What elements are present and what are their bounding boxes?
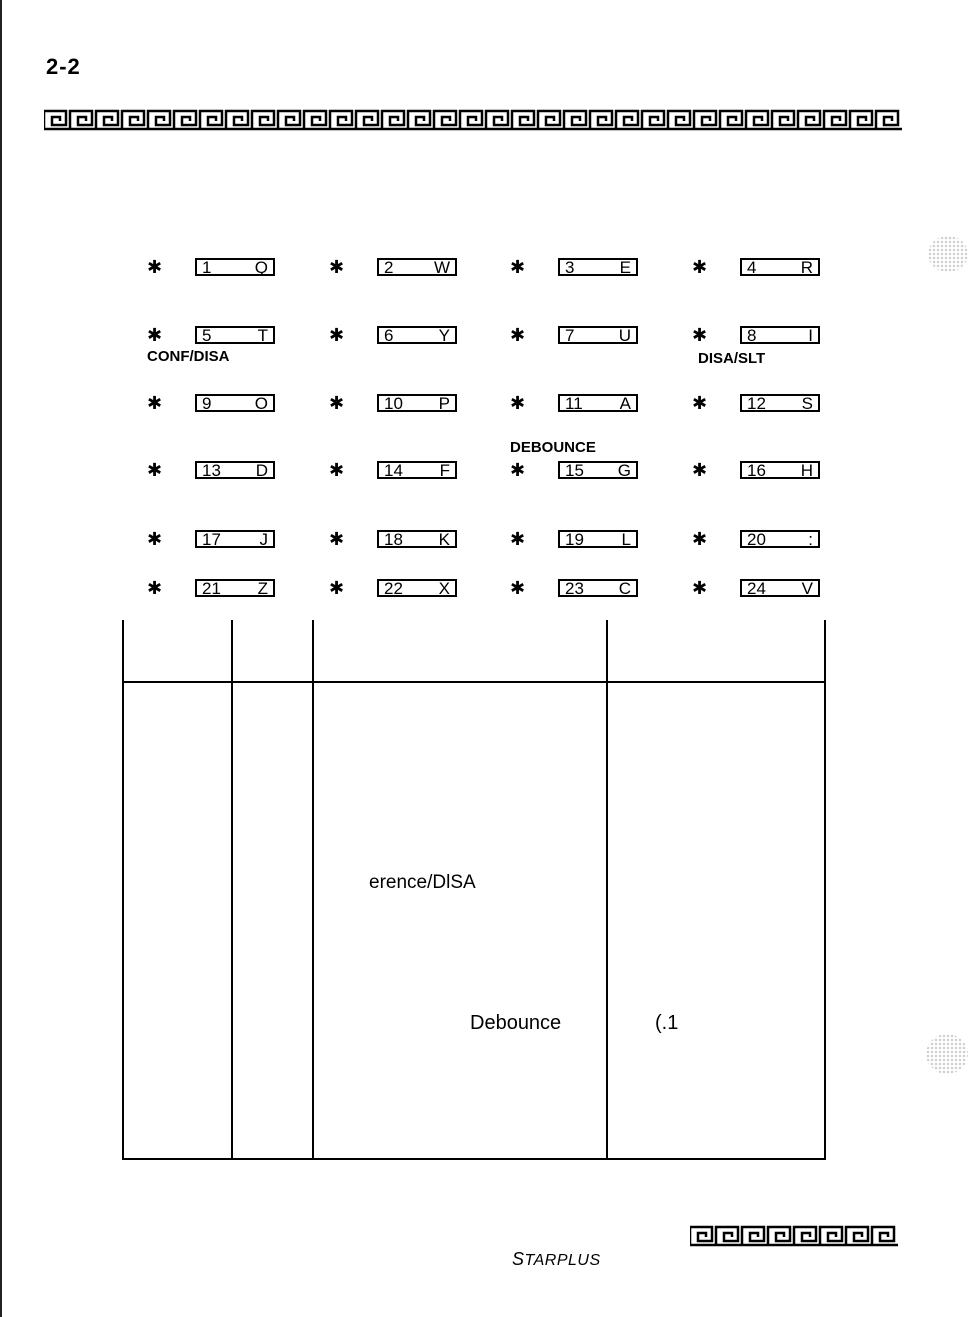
key-letter: S bbox=[801, 394, 813, 413]
feature-key-24 bbox=[692, 579, 842, 601]
key-letter: Q bbox=[254, 258, 268, 277]
feature-key-2 bbox=[329, 258, 479, 280]
star-icon: ✱ bbox=[692, 578, 708, 599]
key-letter: O bbox=[254, 394, 268, 413]
key-box bbox=[740, 258, 820, 276]
key-number: 19 bbox=[565, 530, 584, 549]
key-number: 15 bbox=[565, 461, 584, 480]
key-letter: I bbox=[808, 326, 813, 345]
star-icon: ✱ bbox=[510, 393, 526, 414]
feature-key-3 bbox=[510, 258, 660, 280]
feature-key-grid bbox=[0, 0, 980, 620]
feature-key-22 bbox=[329, 579, 479, 601]
table-text-time-value: (.1 bbox=[655, 1012, 679, 1034]
key-letter: R bbox=[800, 258, 813, 277]
star-icon: ✱ bbox=[510, 460, 526, 481]
key-number: 7 bbox=[565, 326, 575, 345]
key-number: 14 bbox=[384, 461, 403, 480]
star-icon: ✱ bbox=[329, 393, 345, 414]
star-icon: ✱ bbox=[329, 578, 345, 599]
key-letter: E bbox=[619, 258, 631, 277]
footer-brand-rest: TARPLUS bbox=[524, 1252, 601, 1269]
star-icon: ✱ bbox=[147, 460, 163, 481]
star-icon: ✱ bbox=[147, 325, 163, 346]
disa-slt-label: DISA/SLT bbox=[698, 350, 766, 367]
key-number: 24 bbox=[747, 579, 766, 598]
key-letter: F bbox=[439, 461, 450, 480]
key-number: 11 bbox=[565, 394, 583, 413]
table-column-rule bbox=[312, 620, 314, 1160]
key-box bbox=[377, 530, 457, 548]
key-letter: : bbox=[808, 530, 813, 549]
table-column-rule bbox=[606, 620, 608, 1160]
key-number: 23 bbox=[565, 579, 584, 598]
key-box bbox=[195, 394, 275, 412]
star-icon: ✱ bbox=[329, 460, 345, 481]
feature-key-17 bbox=[147, 530, 297, 552]
star-icon: ✱ bbox=[147, 529, 163, 550]
key-number: 3 bbox=[565, 258, 575, 277]
key-letter: Y bbox=[438, 326, 450, 345]
star-icon: ✱ bbox=[329, 257, 345, 278]
page-number: 2-2 bbox=[46, 54, 81, 79]
key-box bbox=[195, 579, 275, 597]
key-box bbox=[740, 530, 820, 548]
star-icon: ✱ bbox=[510, 529, 526, 550]
key-box bbox=[740, 326, 820, 344]
key-box bbox=[195, 326, 275, 344]
key-box bbox=[740, 394, 820, 412]
scan-speckle bbox=[926, 1034, 968, 1074]
feature-key-9 bbox=[147, 394, 297, 416]
feature-key-20 bbox=[692, 530, 842, 552]
key-box bbox=[558, 530, 638, 548]
key-number: 21 bbox=[202, 579, 221, 598]
key-letter: W bbox=[433, 258, 450, 277]
key-box bbox=[558, 326, 638, 344]
key-letter: X bbox=[438, 579, 450, 598]
feature-key-4 bbox=[692, 258, 842, 280]
feature-key-11 bbox=[510, 394, 660, 416]
key-number: 4 bbox=[747, 258, 757, 277]
star-icon: ✱ bbox=[692, 325, 708, 346]
star-icon: ✱ bbox=[692, 460, 708, 481]
key-number: 13 bbox=[202, 461, 221, 480]
feature-key-23 bbox=[510, 579, 660, 601]
table-border-bottom bbox=[122, 1158, 826, 1160]
key-box bbox=[377, 258, 457, 276]
table-border-left bbox=[122, 620, 124, 1160]
star-icon: ✱ bbox=[510, 325, 526, 346]
feature-key-15 bbox=[510, 461, 660, 483]
feature-key-8 bbox=[692, 326, 842, 348]
key-box bbox=[740, 461, 820, 479]
key-letter: G bbox=[617, 461, 631, 480]
star-icon: ✱ bbox=[147, 578, 163, 599]
key-number: 18 bbox=[384, 530, 403, 549]
feature-key-21 bbox=[147, 579, 297, 601]
feature-key-19 bbox=[510, 530, 660, 552]
key-number: 12 bbox=[747, 394, 766, 413]
key-letter: P bbox=[438, 394, 450, 413]
feature-key-16 bbox=[692, 461, 842, 483]
key-letter: L bbox=[621, 530, 631, 549]
key-letter: T bbox=[257, 326, 268, 345]
debounce-label: DEBOUNCE bbox=[510, 439, 596, 456]
star-icon: ✱ bbox=[147, 393, 163, 414]
feature-key-10 bbox=[329, 394, 479, 416]
key-number: 1 bbox=[202, 258, 212, 277]
feature-key-18 bbox=[329, 530, 479, 552]
meander-unit bbox=[716, 1227, 742, 1245]
star-icon: ✱ bbox=[692, 393, 708, 414]
key-number: 16 bbox=[747, 461, 766, 480]
footer-brand-initial: S bbox=[512, 1249, 525, 1269]
greek-key-border-bottom bbox=[690, 1224, 916, 1248]
key-box bbox=[558, 461, 638, 479]
scan-speckle bbox=[928, 236, 968, 272]
key-box bbox=[195, 258, 275, 276]
star-icon: ✱ bbox=[147, 257, 163, 278]
table-header-rule bbox=[122, 681, 826, 683]
table-text-conference-disa: erence/DlSA bbox=[369, 872, 476, 893]
key-letter: C bbox=[618, 579, 631, 598]
meander-unit bbox=[872, 1227, 898, 1245]
key-box bbox=[377, 461, 457, 479]
key-number: 22 bbox=[384, 579, 403, 598]
key-number: 9 bbox=[202, 394, 212, 413]
feature-key-5 bbox=[147, 326, 297, 348]
feature-key-12 bbox=[692, 394, 842, 416]
footer-brand bbox=[512, 1249, 601, 1270]
key-letter: J bbox=[259, 530, 268, 549]
star-icon: ✱ bbox=[692, 257, 708, 278]
star-icon: ✱ bbox=[510, 578, 526, 599]
key-box bbox=[377, 326, 457, 344]
key-number: 6 bbox=[384, 326, 394, 345]
key-letter: A bbox=[619, 394, 631, 413]
table-text-debounce: Debounce bbox=[470, 1012, 562, 1034]
key-box bbox=[558, 258, 638, 276]
star-icon: ✱ bbox=[329, 325, 345, 346]
key-box bbox=[377, 579, 457, 597]
feature-key-13 bbox=[147, 461, 297, 483]
key-box bbox=[558, 579, 638, 597]
feature-key-6 bbox=[329, 326, 479, 348]
key-number: 20 bbox=[747, 530, 766, 549]
table-column-rule bbox=[231, 620, 233, 1160]
meander-unit bbox=[742, 1227, 768, 1245]
star-icon: ✱ bbox=[329, 529, 345, 550]
key-letter: K bbox=[438, 530, 450, 549]
key-number: 8 bbox=[747, 326, 757, 345]
conf-disa-label: CONF/DISA bbox=[147, 348, 230, 365]
key-letter: V bbox=[801, 579, 813, 598]
key-box bbox=[740, 579, 820, 597]
key-number: 5 bbox=[202, 326, 212, 345]
feature-key-7 bbox=[510, 326, 660, 348]
meander-unit bbox=[794, 1227, 820, 1245]
feature-key-1 bbox=[147, 258, 297, 280]
table-border-right bbox=[824, 620, 826, 1160]
key-number: 2 bbox=[384, 258, 394, 277]
key-box bbox=[195, 530, 275, 548]
key-letter: H bbox=[800, 461, 813, 480]
meander-unit bbox=[768, 1227, 794, 1245]
key-box bbox=[558, 394, 638, 412]
star-icon: ✱ bbox=[692, 529, 708, 550]
key-letter: Z bbox=[257, 579, 268, 598]
meander-unit bbox=[846, 1227, 872, 1245]
key-box bbox=[377, 394, 457, 412]
key-number: 17 bbox=[202, 530, 221, 549]
key-number: 10 bbox=[384, 394, 403, 413]
star-icon: ✱ bbox=[510, 257, 526, 278]
key-box bbox=[195, 461, 275, 479]
meander-unit bbox=[690, 1227, 716, 1245]
key-letter: D bbox=[255, 461, 268, 480]
key-letter: U bbox=[618, 326, 631, 345]
meander-unit bbox=[820, 1227, 846, 1245]
feature-key-14 bbox=[329, 461, 479, 483]
